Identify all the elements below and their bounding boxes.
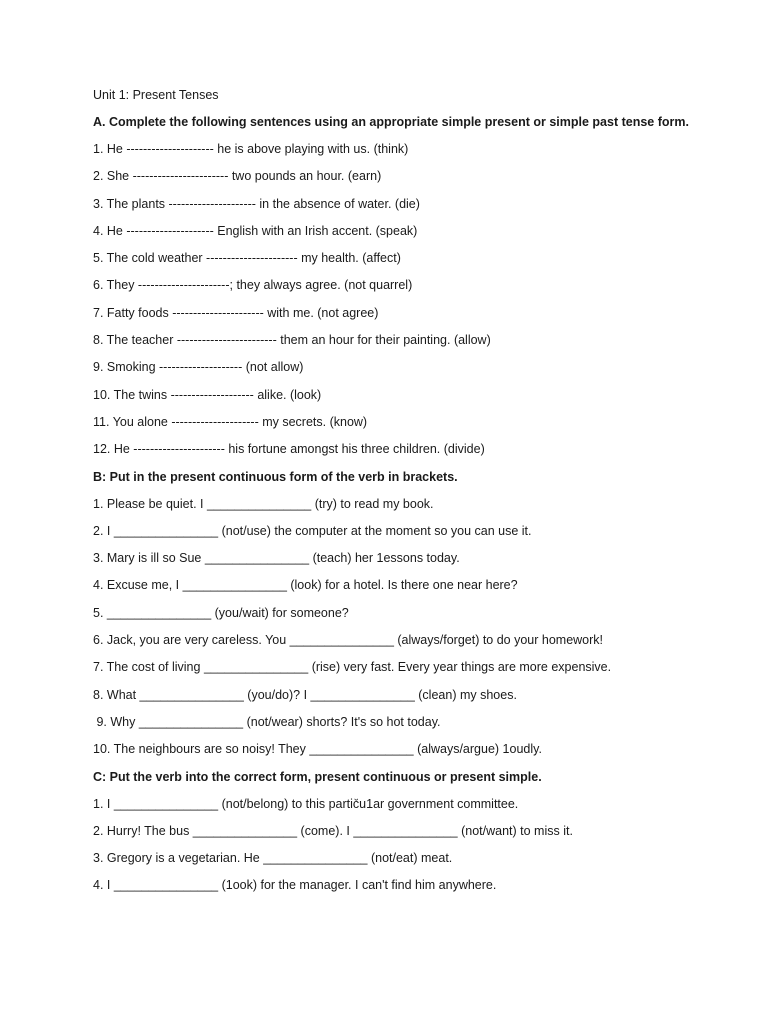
exercise-item: 3. The plants --------------------- in the absence of water. (die) (93, 196, 420, 211)
exercise-item: 4. He --------------------- English with an Irish accent. (speak) (93, 223, 418, 238)
exercise-item: 12. He ---------------------- his fortune amongst his three children. (divide) (93, 442, 485, 457)
exercise-item: 3. Gregory is a vegetarian. He _______________ (not/eat) meat. (93, 851, 453, 866)
section-b (93, 469, 693, 759)
exercise-item: 6. Jack, you are very careless. You _______________ (always/forget) to do your homework! (93, 633, 604, 648)
section-heading: C: Put the verb into the correct form, present continuous or present simple. (93, 769, 542, 784)
exercise-item: 1. Please be quiet. I _______________ (try) to read my book. (93, 496, 434, 511)
exercise-item: 8. What _______________ (you/do)? I _______________ (clean) my shoes. (93, 687, 517, 702)
worksheet-content (93, 86, 693, 905)
exercise-item: 6. They ----------------------; they always agree. (not quarrel) (93, 278, 413, 293)
section-a (93, 114, 693, 459)
exercise-item: 9. Why _______________ (not/wear) shorts? It's so hot today. (93, 714, 441, 729)
section-c (93, 769, 693, 895)
exercise-item: 1. I _______________ (not/belong) to this partic̆u1ar government committee. (93, 796, 519, 811)
exercise-item: 3. Mary is ill so Sue _______________ (teach) her 1essons today. (93, 551, 460, 566)
exercise-item: 11. You alone --------------------- my secrets. (know) (93, 414, 368, 429)
exercise-item: 7. The cost of living _______________ (rise) very fast. Every year things are more expensive. (93, 660, 612, 675)
exercise-item: 1. He --------------------- he is above playing with us. (think) (93, 142, 409, 156)
exercise-item: 2. I _______________ (not/use) the computer at the moment so you can use it. (93, 523, 532, 538)
section-heading: B: Put in the present continuous form of the verb in brackets. (93, 469, 458, 484)
unit-title: Unit 1: Present Tenses (93, 88, 219, 102)
exercise-item: 7. Fatty foods ---------------------- with me. (not agree) (93, 305, 379, 320)
exercise-item: 5. The cold weather ---------------------- my health. (affect) (93, 251, 401, 266)
exercise-item: 10. The neighbours are so noisy! They _______________ (always/argue) 1oudly. (93, 742, 542, 757)
exercise-item: 4. Excuse me, I _______________ (look) for a hotel. Is there one near here? (93, 578, 518, 593)
exercise-item: 10. The twins -------------------- alike. (look) (93, 387, 322, 402)
exercise-item: 8. The teacher ------------------------ them an hour for their painting. (allow) (93, 333, 491, 348)
exercise-item: 4. I _______________ (1ook) for the manager. I can't find him anywhere. (93, 878, 497, 893)
section-heading: A. Complete the following sentences using an appropriate simple present or simple past tense form. (93, 115, 689, 129)
exercise-item: 2. She ----------------------- two pounds an hour. (earn) (93, 169, 382, 184)
exercise-item: 5. _______________ (you/wait) for someone? (93, 605, 349, 620)
exercise-item: 2. Hurry! The bus _______________ (come). I _______________ (not/want) to miss it. (93, 823, 573, 838)
exercise-item: 9. Smoking -------------------- (not allow) (93, 360, 304, 375)
